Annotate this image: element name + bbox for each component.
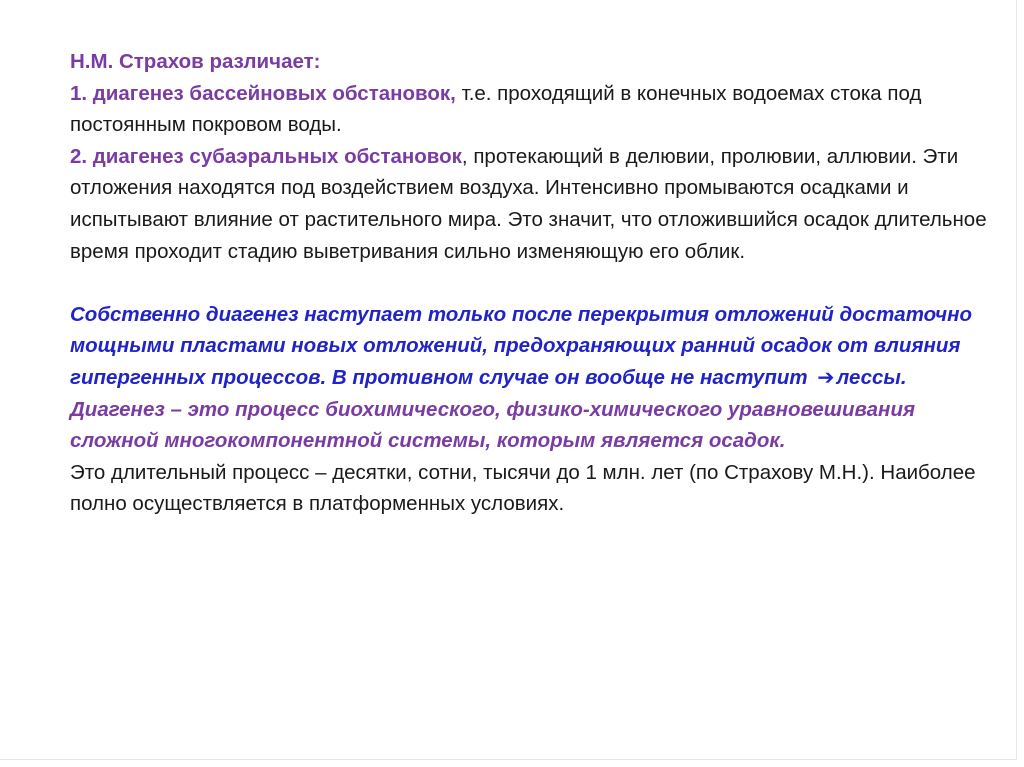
diagenesis-onset-text: Собственно диагенез наступает только после перекрытия отложений достаточно мощными пластами новых отложений, предохраняющих ранний осадок от влияния гипергенных процессов. В противном случае он вообще не наступит: [70, 302, 973, 389]
diagenesis-duration: Это длительный процесс – десятки, сотни, тысячи до 1 млн. лет (по Страхову М.Н.). Наиболее полно осуществляется в платформенных условиях.: [70, 460, 976, 516]
heading-strakhov: Н.М. Страхов различает:: [70, 50, 321, 73]
diagenesis-onset-result: лессы.: [836, 365, 907, 389]
list-item-text: , протекающий в делювии, пролювии, аллювии. Эти отложения находятся под воздействием воздуха. Интенсивно промываются осадками и испытывают влияние от растительного мира. Это значит, что отложившийся осадок длительное время проходит стадию выветривания сильно изменяющую его облик.: [70, 144, 987, 263]
list-item-text: т.е. проходящий в конечных водоемах стока под постоянным покровом воды.: [70, 81, 922, 137]
list-item-basin-diagenesis: [70, 78, 990, 141]
right-arrow-icon: ➔: [817, 365, 835, 389]
list-item-subaerial-diagenesis: [70, 141, 990, 267]
diagenesis-definition: Диагенез – это процесс биохимического, физико-химического уравновешивания сложной многокомпонентной системы, которым является осадок.: [70, 397, 916, 453]
slide-content: [70, 46, 990, 520]
spacer: [70, 267, 990, 299]
list-item-lead: 1. диагенез бассейновых обстановок,: [70, 81, 456, 105]
list-item-lead: 2. диагенез субаэральных обстановок: [70, 144, 462, 168]
diagenesis-onset-paragraph: [70, 299, 990, 394]
